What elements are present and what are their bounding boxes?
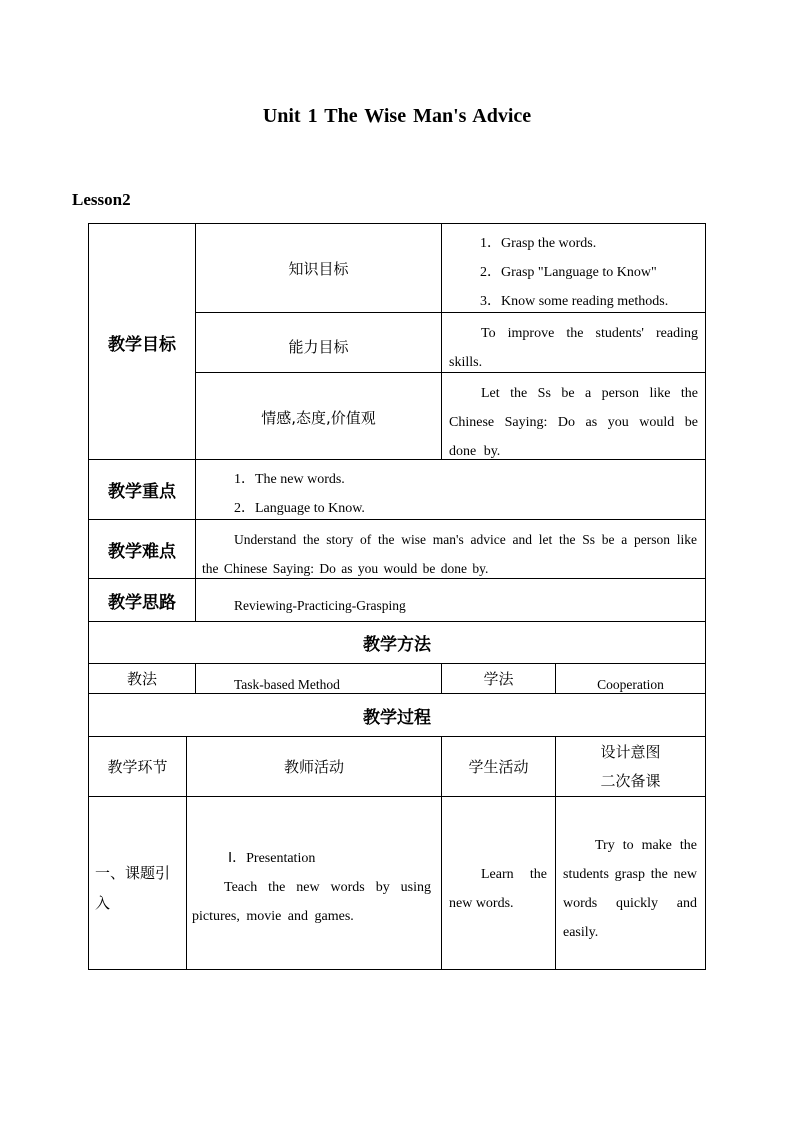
process-row-intro bbox=[88, 797, 706, 970]
methods-heading-row bbox=[88, 622, 706, 664]
teaching-method-label: 教法 bbox=[126, 670, 157, 688]
knowledge-item: 1．Grasp the words. bbox=[480, 236, 597, 251]
second-prep-label: 二次备课 bbox=[600, 771, 661, 790]
knowledge-objective-items bbox=[442, 229, 706, 312]
document-title: Unit 1 The Wise Man's Advice bbox=[262, 105, 532, 127]
ability-objective-label: 能力目标 bbox=[288, 338, 349, 356]
learning-method-value: Cooperation bbox=[597, 677, 664, 692]
objectives-block bbox=[88, 223, 706, 460]
process-heading-row bbox=[88, 694, 706, 737]
methods-row bbox=[88, 664, 706, 694]
presentation-text: Teach the new words by using pictures, movie and games. bbox=[192, 880, 431, 924]
knowledge-item: 2．Grasp "Language to Know" bbox=[480, 265, 657, 280]
approach-label: 教学思路 bbox=[108, 592, 176, 613]
key-points-row bbox=[88, 460, 706, 520]
process-heading: 教学过程 bbox=[363, 707, 431, 728]
knowledge-objective-label: 知识目标 bbox=[288, 259, 349, 278]
learning-method-label: 学法 bbox=[483, 670, 514, 688]
teacher-activity-header: 教师活动 bbox=[283, 758, 344, 776]
key-point-item: 1．The new words. bbox=[234, 472, 345, 487]
presentation-title: Ⅰ．Presentation bbox=[228, 851, 316, 866]
design-intent-header bbox=[556, 737, 705, 796]
lesson-label: Lesson2 bbox=[72, 190, 131, 209]
approach-text: Reviewing-Practicing-Grasping bbox=[234, 598, 406, 613]
process-header-row bbox=[88, 737, 706, 797]
stage-header: 教学环节 bbox=[107, 758, 168, 776]
objectives-label: 教学目标 bbox=[108, 335, 176, 355]
key-points-label: 教学重点 bbox=[108, 482, 176, 502]
ability-objective-text: To improve the students' reading skills. bbox=[449, 326, 698, 370]
methods-heading: 教学方法 bbox=[363, 635, 431, 655]
design-intent-label: 设计意图 bbox=[600, 742, 661, 761]
approach-row bbox=[88, 579, 706, 622]
student-activity-header: 学生活动 bbox=[468, 758, 529, 776]
difficulties-row bbox=[88, 520, 706, 579]
key-point-item: 2．Language to Know. bbox=[234, 501, 365, 516]
teaching-method-value: Task-based Method bbox=[234, 677, 340, 692]
difficulties-text: Understand the story of the wise man's advice and let the Ss be a person like the Chinese Saying: Do as you would be done by. bbox=[202, 532, 697, 576]
emotion-objective-label: 情感,态度,价值观 bbox=[261, 408, 376, 427]
stage-intro: 一、课题引入 bbox=[95, 864, 171, 912]
teacher-activity-intro bbox=[187, 844, 441, 931]
knowledge-item: 3．Know some reading methods. bbox=[480, 294, 669, 309]
student-activity-intro: Learn the new words. bbox=[449, 867, 547, 911]
emotion-objective-text: Let the Ss be a person like the Chinese Saying: Do as you would be done by. bbox=[449, 386, 698, 459]
difficulties-label: 教学难点 bbox=[108, 541, 176, 562]
design-intent-intro: Try to make the students grasp the new words quickly and easily. bbox=[563, 838, 697, 940]
